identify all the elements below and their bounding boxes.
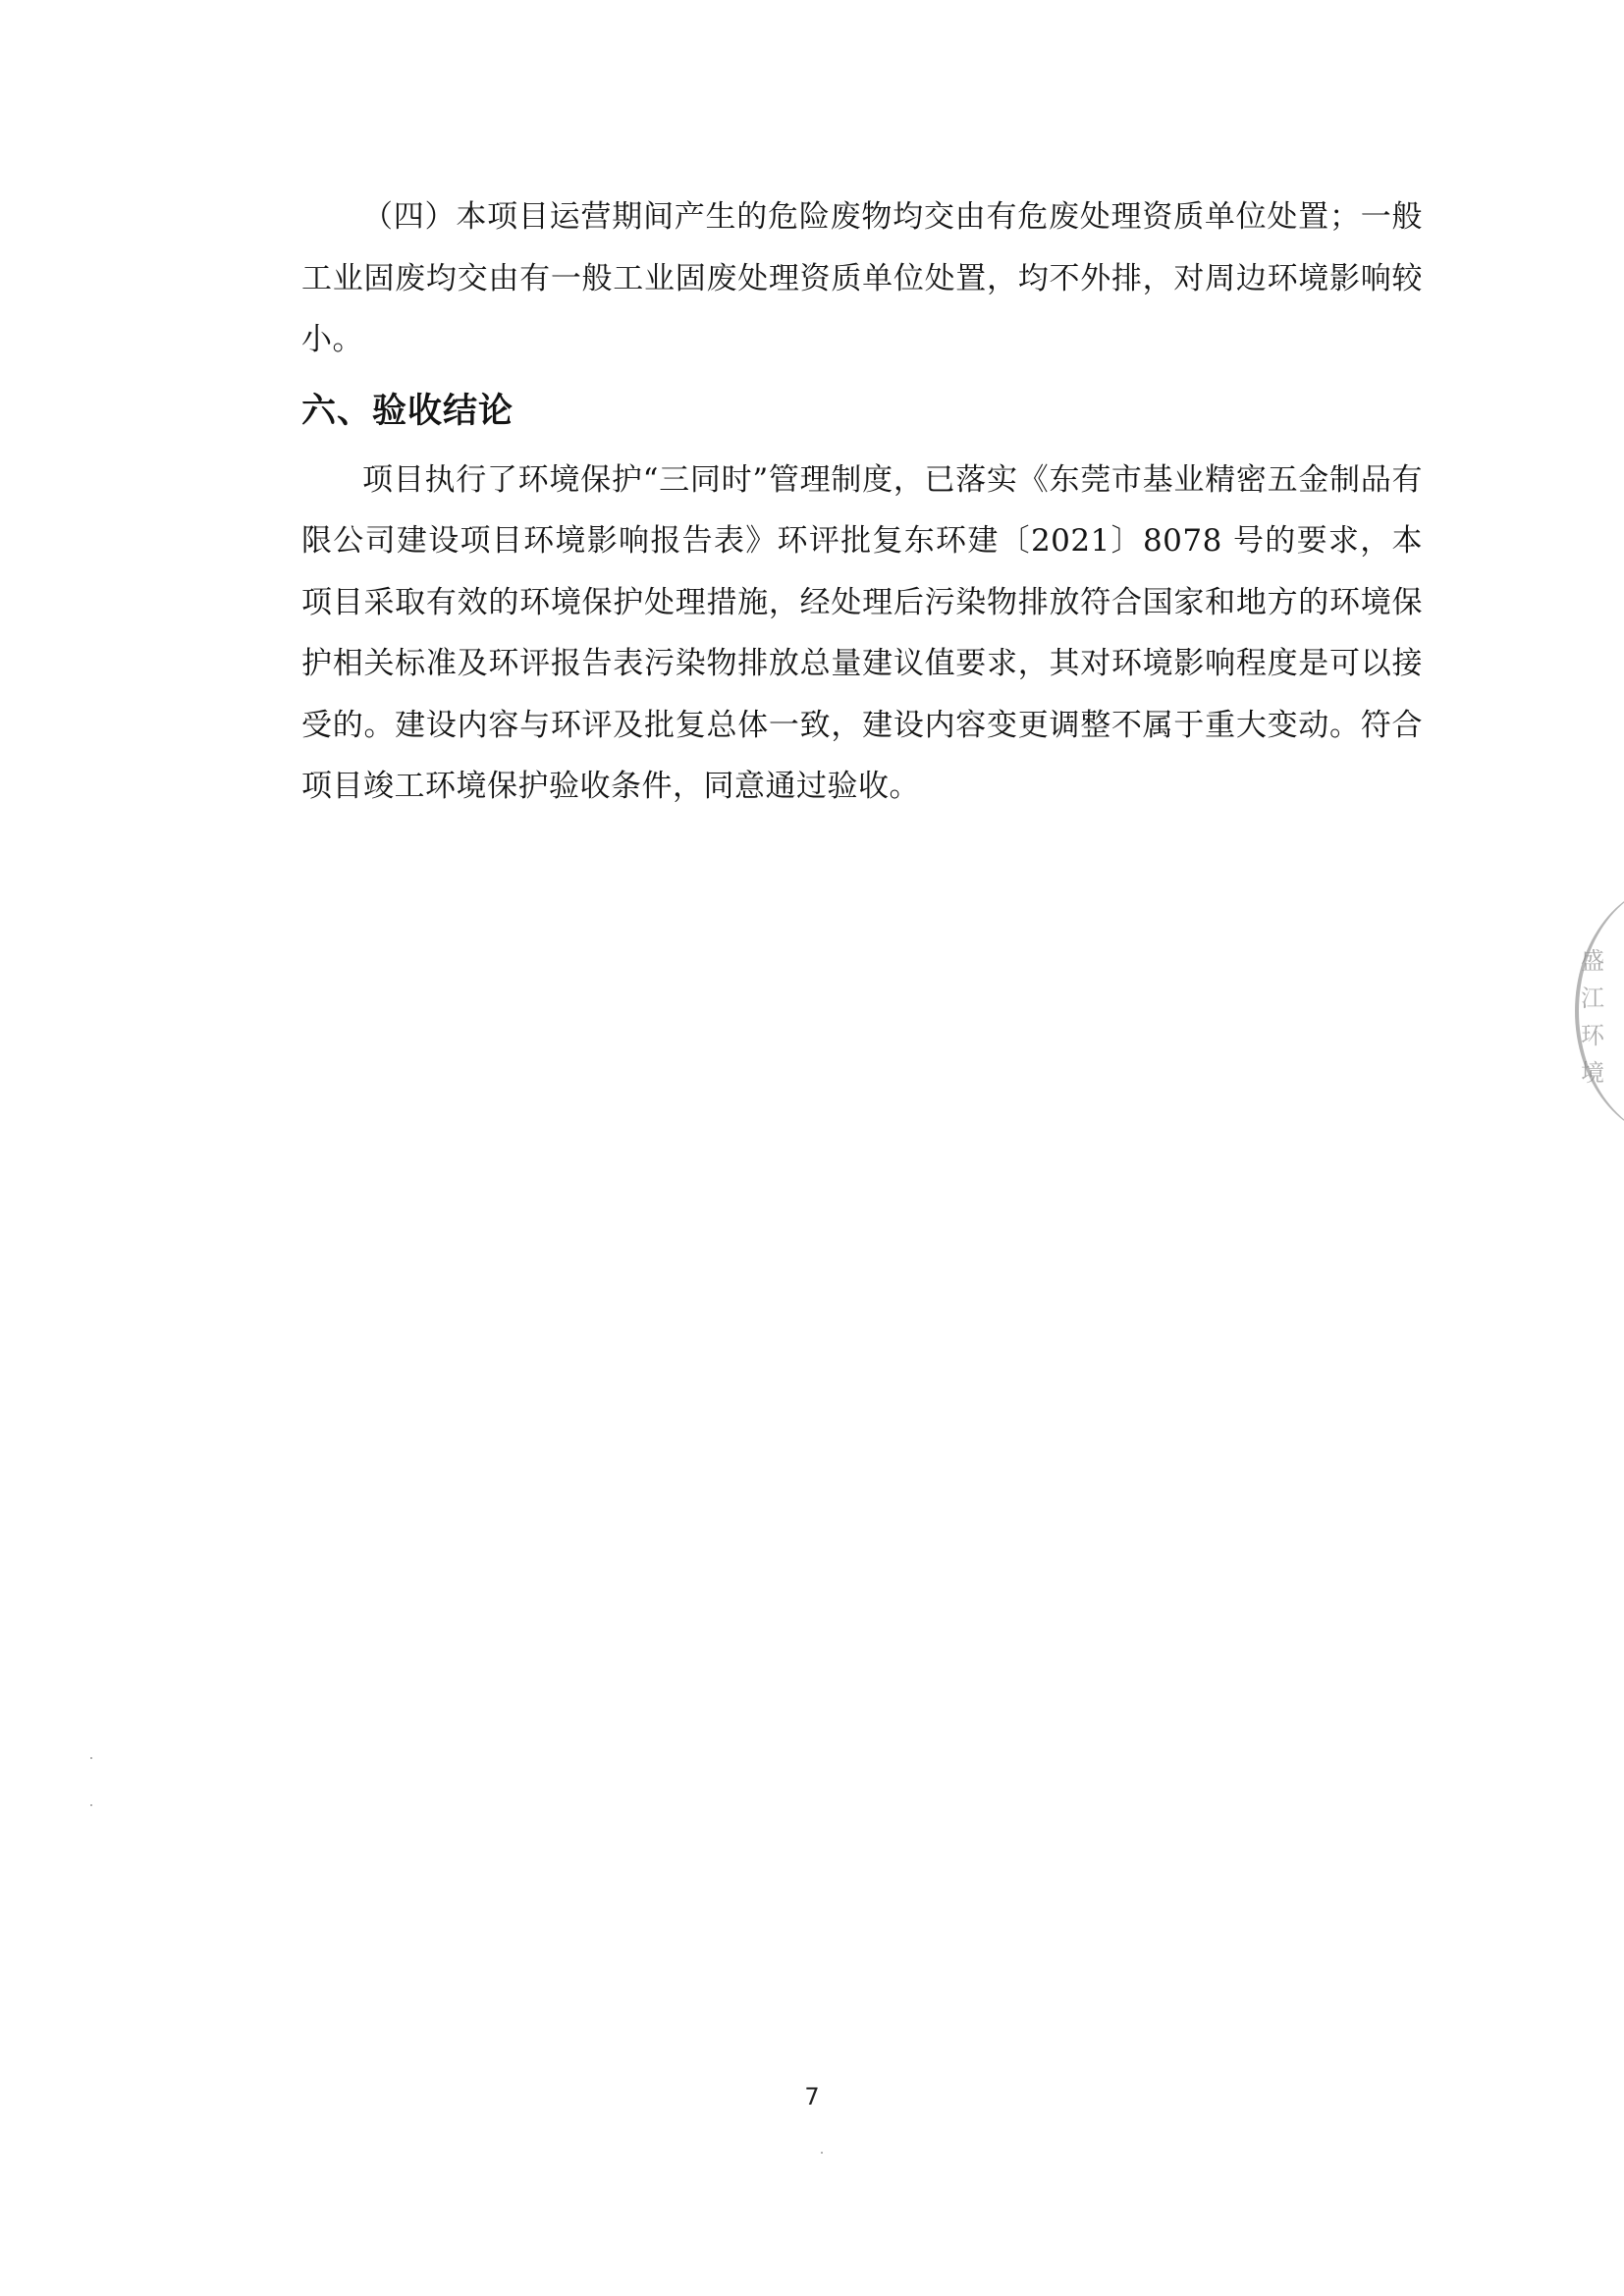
seam-stamp-icon xyxy=(1565,883,1624,1139)
scan-speck xyxy=(90,1757,92,1759)
paragraph-acceptance-conclusion: 项目执行了环境保护“三同时”管理制度，已落实《东莞市基业精密五金制品有限公司建设项目环境影响报告表》环评批复东环建〔2021〕8078 号的要求，本项目采取有效的环境保护处理措施，经处理后污染物排放符合国家和地方的环境保护相关标准及环评报告表污染物排放总量建议值要求，其对环境影响程度是可以接受的。建设内容与环评及批复总体一致，建设内容变更调整不属于重大变动。符合项目竣工环境保护验收条件，同意通过验收。 xyxy=(301,461,1423,804)
section-heading-acceptance-conclusion: 六、验收结论 xyxy=(301,391,514,431)
seam-stamp-text: 盛江环境 xyxy=(1581,947,1604,1087)
document-body xyxy=(301,187,1423,818)
paragraph-hazardous-waste: （四）本项目运营期间产生的危险废物均交由有危废处理资质单位处置；一般工业固废均交由有一般工业固废处理资质单位处置，均不外排，对周边环境影响较小。 xyxy=(301,199,1423,357)
page-number: 7 xyxy=(804,2083,820,2110)
scan-speck xyxy=(821,2152,823,2154)
scan-speck xyxy=(90,1804,92,1806)
